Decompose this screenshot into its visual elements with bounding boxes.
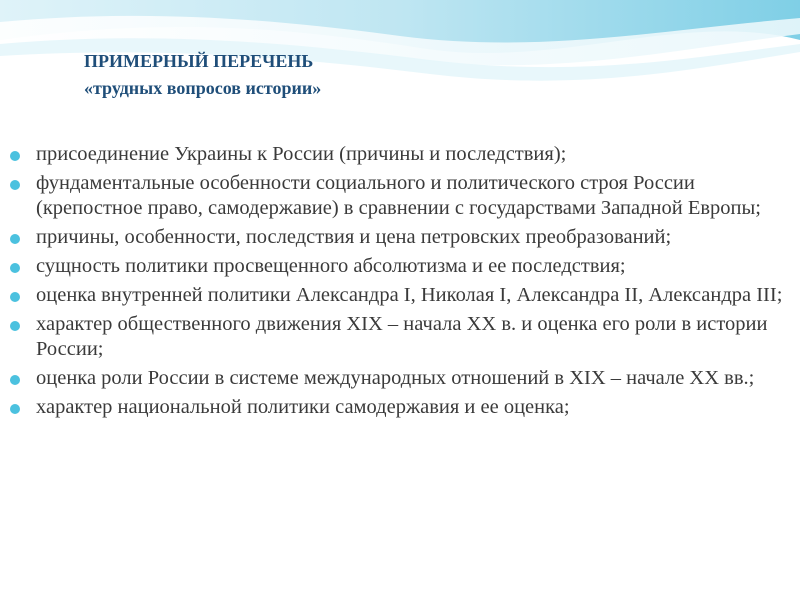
list-item [10, 254, 795, 279]
list-item-text: характер национальной политики самодержавия и ее оценка; [36, 396, 570, 418]
bullet-dot-icon [10, 321, 20, 331]
list-item [10, 171, 795, 221]
slide-title-block [84, 48, 684, 102]
bullet-dot-icon [10, 292, 20, 302]
list-item [10, 312, 795, 362]
list-item [10, 366, 795, 391]
list-item-text: присоединение Украины к России (причины и последствия); [36, 143, 567, 165]
list-item-text: оценка внутренней политики Александра I, Николая I, Александра II, Александра III; [36, 284, 783, 306]
list-item [10, 225, 795, 250]
list-item-text: фундаментальные особенности социального и политического строя России (крепостное право, самодержавие) в сравнении с государствами Западной Европы; [36, 172, 761, 219]
slide-title: ПРИМЕРНЫЙ ПЕРЕЧЕНЬ [84, 51, 314, 71]
list-item-text: сущность политики просвещенного абсолютизма и ее последствия; [36, 255, 626, 277]
bullet-dot-icon [10, 151, 20, 161]
list-item-text: оценка роли России в системе международных отношений в XIX – начале XX вв.; [36, 367, 755, 389]
bullet-dot-icon [10, 234, 20, 244]
bullet-list [10, 142, 795, 424]
list-item [10, 283, 795, 308]
bullet-dot-icon [10, 180, 20, 190]
bullet-dot-icon [10, 375, 20, 385]
bullet-dot-icon [10, 263, 20, 273]
list-item [10, 395, 795, 420]
list-item-text: причины, особенности, последствия и цена петровских преобразований; [36, 226, 672, 248]
list-item [10, 142, 795, 167]
list-item-text: характер общественного движения XIX – начала XX в. и оценка его роли в истории России; [36, 313, 768, 360]
bullet-dot-icon [10, 404, 20, 414]
slide-subtitle: «трудных вопросов истории» [84, 78, 322, 98]
